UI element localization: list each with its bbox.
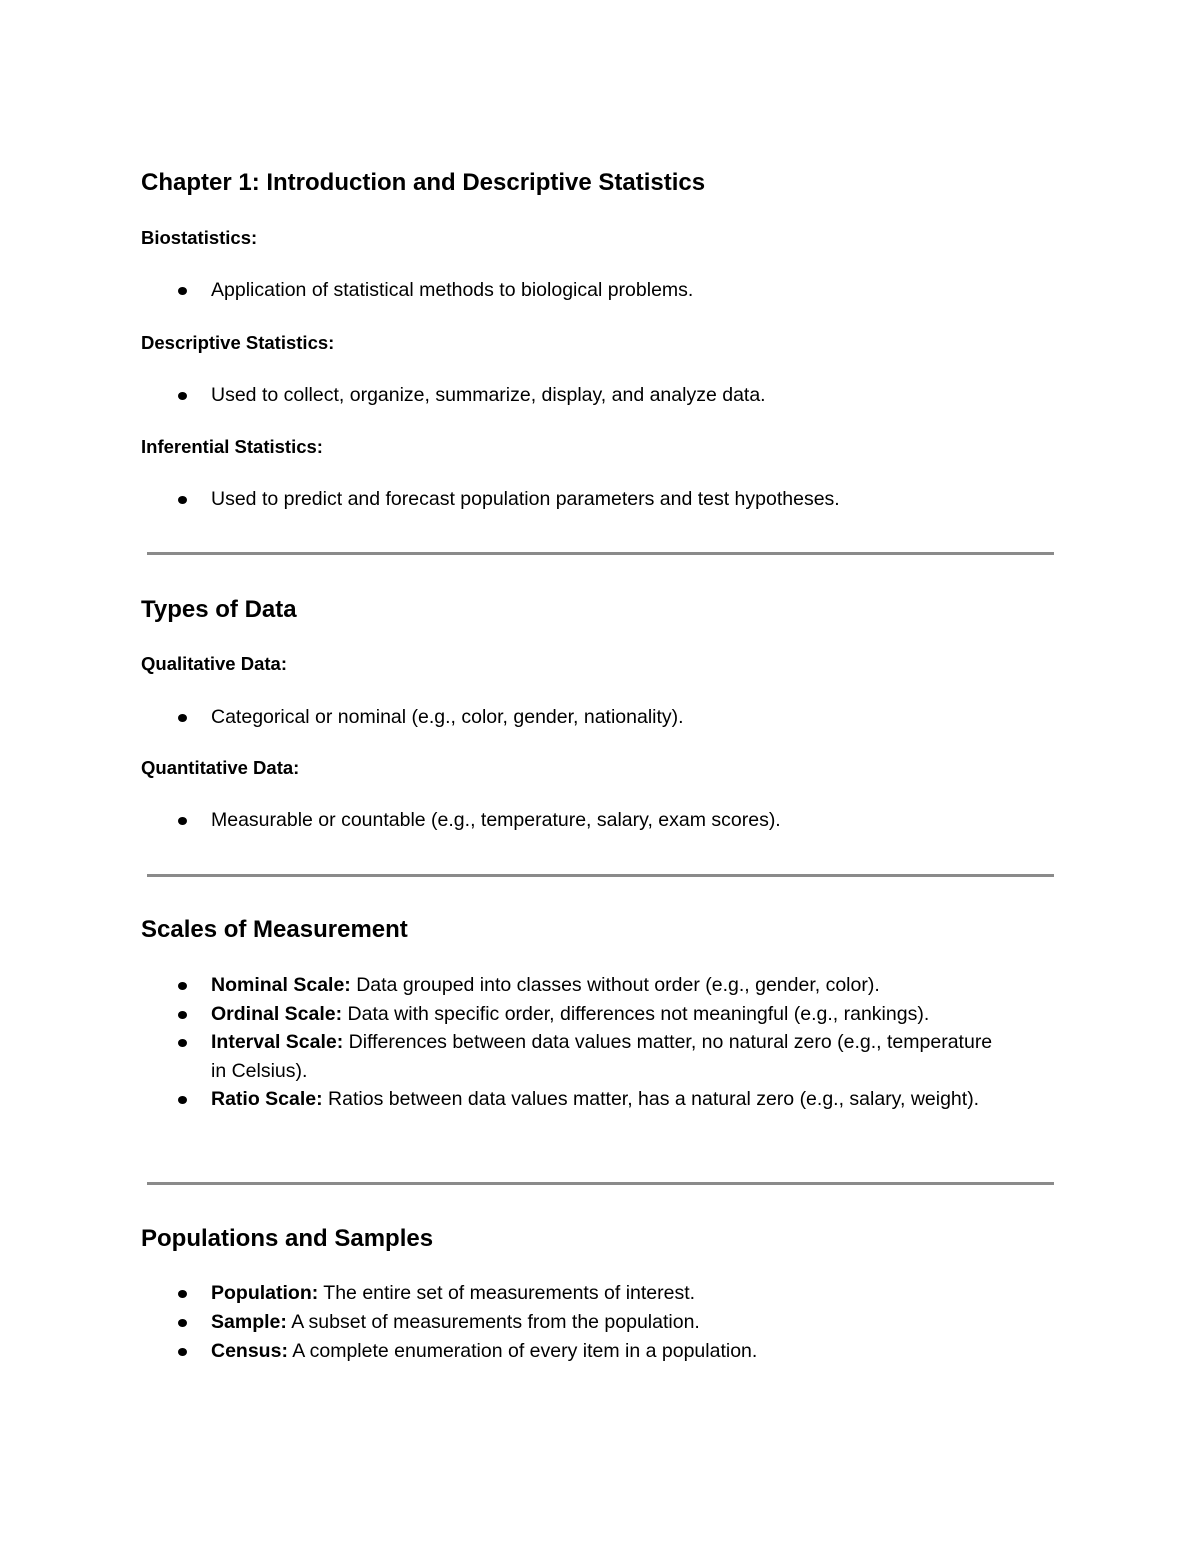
bullet-icon [178,392,187,400]
list-item [141,1000,1021,1029]
document-page [141,0,1054,1553]
heading-quantitative-data: Quantitative Data: [141,757,300,778]
term-ordinal-scale: Ordinal Scale: [211,1003,343,1025]
list-item [141,1308,1021,1337]
list-item [141,971,1021,1000]
term-interval-scale: Interval Scale: [211,1031,344,1053]
horizontal-divider [147,874,1054,877]
section-title-scales-of-measurement: Scales of Measurement [141,916,408,943]
bullet-icon [178,1011,187,1019]
horizontal-divider [147,552,1054,555]
bullet-icon [178,287,187,295]
section-title-populations-and-samples: Populations and Samples [141,1225,434,1252]
list-item-text: Categorical or nominal (e.g., color, gender, nationality). [211,706,684,728]
bullet-icon [178,1319,187,1327]
list-item-text: Used to collect, organize, summarize, display, and analyze data. [211,384,766,406]
list-item [141,806,1021,835]
bullet-icon [178,1290,187,1298]
bullet-icon [178,714,187,722]
section-title-types-of-data: Types of Data [141,596,297,623]
bullet-icon [178,817,187,825]
bullet-icon [178,1039,187,1047]
definition-population: The entire set of measurements of interest. [318,1282,696,1304]
definition-ratio-scale: Ratios between data values matter, has a natural zero (e.g., salary, weight). [322,1088,980,1110]
bullet-icon [178,496,187,504]
list-item-text: Used to predict and forecast population parameters and test hypotheses. [211,488,840,510]
list-item [141,276,1021,305]
list-item [141,1337,1021,1366]
heading-biostatistics: Biostatistics: [141,227,258,248]
term-census: Census: [211,1340,288,1362]
list-item-text: Measurable or countable (e.g., temperature, salary, exam scores). [211,809,781,831]
heading-qualitative-data: Qualitative Data: [141,653,287,674]
chapter-title: Chapter 1: Introduction and Descriptive Statistics [141,169,706,196]
horizontal-divider [147,1182,1054,1185]
list-item-text: Application of statistical methods to biological problems. [211,279,694,301]
list-item [141,381,1021,410]
list-item [141,1085,1021,1114]
definition-ordinal-scale: Data with specific order, differences not meaningful (e.g., rankings). [342,1003,930,1025]
definition-sample: A subset of measurements from the population. [286,1311,700,1333]
bullet-icon [178,1348,187,1356]
term-population: Population: [211,1282,319,1304]
list-item [141,485,1021,514]
term-sample: Sample: [211,1311,287,1333]
definition-nominal-scale: Data grouped into classes without order (e.g., gender, color). [350,974,880,996]
list-item [141,1028,1021,1085]
term-ratio-scale: Ratio Scale: [211,1088,323,1110]
list-item [141,1279,1021,1308]
definition-interval-scale: Differences between data values matter, no natural zero (e.g., temperature in Celsius). [211,1031,993,1082]
definition-census: A complete enumeration of every item in a population. [287,1340,758,1362]
term-nominal-scale: Nominal Scale: [211,974,351,996]
heading-inferential-statistics: Inferential Statistics: [141,436,323,457]
list-item [141,703,1021,732]
bullet-icon [178,982,187,990]
bullet-icon [178,1096,187,1104]
heading-descriptive-statistics: Descriptive Statistics: [141,332,335,353]
